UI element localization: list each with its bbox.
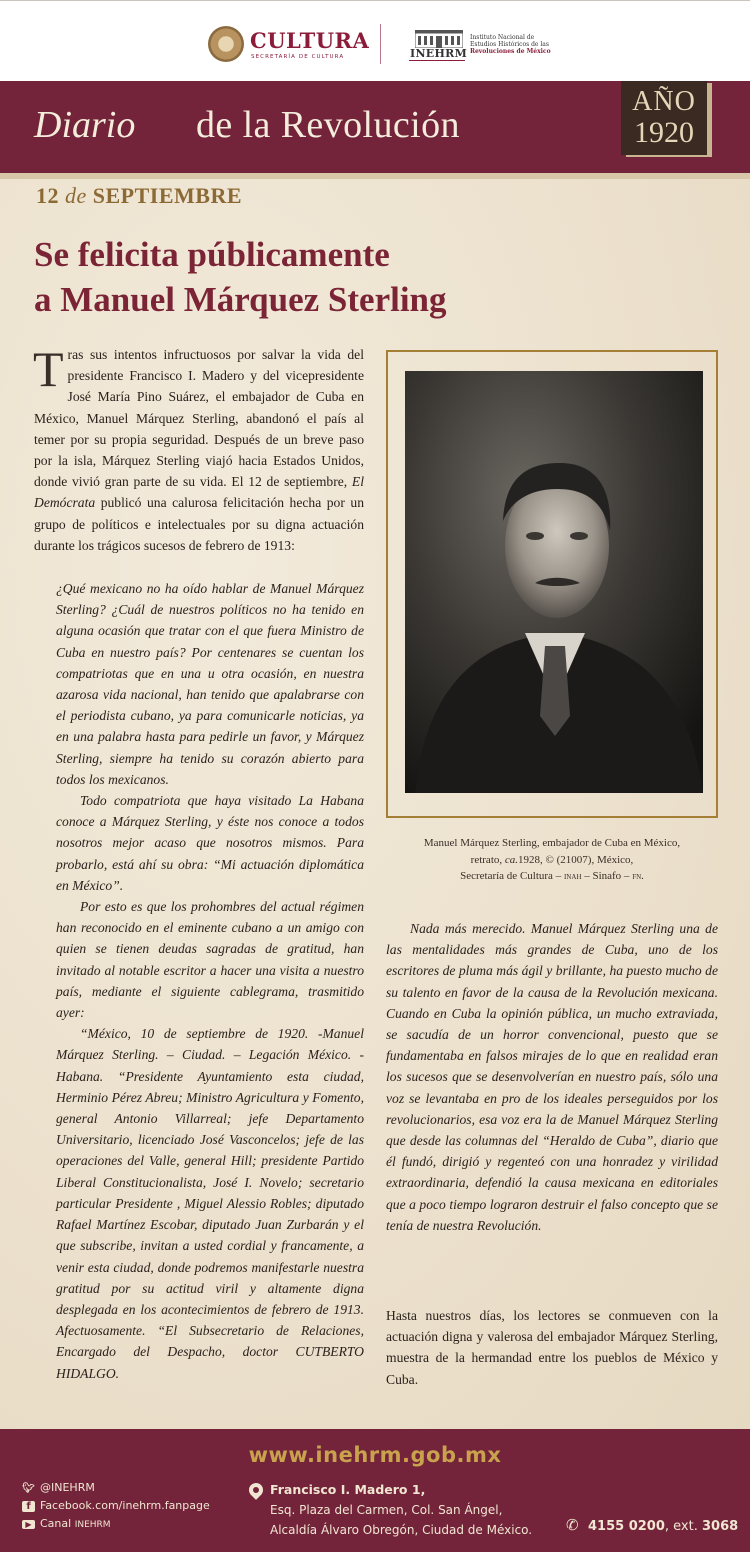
- caption-line-2b: 1928, © (21007), México,: [518, 853, 634, 866]
- inehrm-underline: [409, 60, 465, 61]
- twitter-handle: @INEHRM: [40, 1481, 95, 1494]
- youtube-channel: INEHRM: [74, 1520, 111, 1530]
- footer-youtube[interactable]: [22, 1517, 111, 1530]
- date-de: de: [65, 183, 87, 208]
- inehrm-line-3: Revoluciones de México: [470, 48, 551, 55]
- date-day: 12: [36, 183, 59, 208]
- quote-right: [386, 918, 718, 1236]
- header-title: de la Revolución: [196, 104, 460, 146]
- footer-phone[interactable]: [588, 1519, 738, 1534]
- photo-caption: [386, 835, 718, 886]
- quote-paragraph: Nada más merecido. Manuel Márquez Sterling una de las mentalidades más grandes de Cuba, uno de los escritores de pluma más ágil y brillante, ha puesto mucho de su talento en favor de la causa de la Revolución mexicana. Cuando en Cuba la opinión pública, un mucho extraviada, se sacudía de un horror convencional, puesto que se fundamentaba en falsos mirajes de lo que en realidad eran los sucesos que se desenvolverían en nuestro país, sólo una voz se levantaba en pro de los ideales perseguidos por los revolucionarios, esa voz era la de Manuel Márquez Sterling que desde las columnas del “Heraldo de Cuba”, diario que él fundó, dirigió y regenteó con una honradez y virilidad extraordinaria, defendió la causa mexicana en editoriales que a poco tiempo lograron destruir el falso concepto que se tenía de nuestra Revolución.: [386, 921, 718, 1233]
- quote-paragraph: “México, 10 de septiembre de 1920. -Manuel Márquez Sterling. – Ciudad. – Legación México. -Habana. “Presidente Ayuntamiento esta ciudad, Herminio Pérez Abreu; Ministro Agricultura y Fomento, general Antonio Villarreal; jefe Departamento Universitario, licenciado José Vasconcelos; jefe de las operaciones del Valle, general Hill; presidente Partido Liberal Constitucionalista, José I. Novelo; secretario particular Presidente , Miguel Alessio Robles; diputado Rafael Martínez Escobar, diputado Juan Zurbarán y el que subscribe, invitan a usted cordial y francamente, a venir esta ciudad, donde podremos manifestarle nuestra gratitud por su actitud viril y altamente digna desplegada en los acontecimientos de febrero de 1913. Afectuosamente. “El Subsecretario de Relaciones, Encargado del Despacho, doctor CUTBERTO HIDALGO.: [56, 1026, 364, 1381]
- intro-paragraph: [33, 341, 364, 556]
- caption-inah: inah: [563, 871, 582, 882]
- headline-line-2: a Manuel Márquez Sterling: [34, 280, 447, 319]
- youtube-label: Canal: [40, 1517, 72, 1530]
- logo-bar: [0, 0, 750, 81]
- logo-divider: [380, 24, 381, 64]
- quote-paragraph: ¿Qué mexicano no ha oído hablar de Manuel Márquez Sterling? ¿Cuál de nuestros políticos no ha tenido en alguna ocasión que tratar con el que fuera Ministro de Cuba en nuestro país? Por centenares se cuentan los compatriotas que en una u otra ocasión, en nuestra azarosa vida nacional, han tenido que apalabrarse con el periodista cubano, ya para comunicarle noticias, ya en una palabra hasta para pedirle un favor, y Márquez Sterling, siempre ha tenido su corazón abierto para todos los mexicanos.: [56, 581, 364, 787]
- caption-line-2a: retrato,: [470, 853, 503, 866]
- inehrm-line-2: Estudios Históricos de las: [470, 41, 549, 48]
- twitter-icon: 🐦︎: [22, 1483, 35, 1494]
- footer-facebook[interactable]: [22, 1499, 210, 1512]
- date-month: SEPTIEMBRE: [92, 183, 243, 208]
- caption-fn: fn: [632, 871, 642, 882]
- address-line-2: Esq. Plaza del Carmen, Col. San Ángel,: [270, 1503, 503, 1517]
- youtube-icon: ▶: [22, 1520, 35, 1529]
- drop-cap: T: [33, 341, 64, 397]
- address-line-3: Alcaldía Álvaro Obregón, Ciudad de México.: [270, 1523, 533, 1537]
- phone-ext-label: , ext.: [664, 1519, 698, 1534]
- address-line-1: Francisco I. Madero 1,: [270, 1482, 426, 1497]
- headline: [34, 232, 554, 322]
- caption-line-3b: – Sinafo –: [584, 870, 630, 882]
- year-value: 1920: [634, 116, 694, 149]
- phone-ext: 3068: [702, 1519, 739, 1534]
- cultura-emblem-icon: [208, 26, 244, 62]
- caption-line-3c: .: [641, 870, 644, 882]
- facebook-icon: f: [22, 1501, 35, 1512]
- entry-date: [36, 183, 242, 209]
- inehrm-building-icon: [415, 30, 463, 48]
- inehrm-logo-text: INEHRM: [410, 47, 468, 60]
- inehrm-line-1: Instituto Nacional de: [470, 34, 535, 41]
- footer-twitter[interactable]: [22, 1481, 95, 1494]
- year-badge: [621, 81, 707, 155]
- phone-icon: ✆: [566, 1516, 579, 1534]
- headline-line-1: Se felicita públicamente: [34, 235, 390, 274]
- quote-paragraph: Todo compatriota que haya visitado La Habana conoce a Márquez Sterling, y éste nos conoce a todos nosotros mejor acaso que nosotros mismos. Para probarlo, está ahí su obra: “Mi actuación diplomática en México”.: [56, 793, 364, 893]
- phone-number: 4155 0200: [588, 1519, 665, 1534]
- year-label: AÑO: [632, 86, 696, 117]
- caption-ca: ca.: [504, 853, 519, 866]
- cultura-logo-text: CULTURA: [250, 28, 370, 53]
- intro-text-a: ras sus intentos infructuosos por salvar la vida del presidente Francisco I. Madero y del vicepresidente José María Pino Suárez, el embajador de Cuba en México, Manuel Márquez Sterling, abandonó el país al temer por su propia seguridad. Después de un breve paso por la isla, Márquez Sterling viajó hacia Estados Unidos, donde vivió gran parte de su vida. El 12 de septiembre,: [34, 347, 364, 490]
- facebook-url: Facebook.com/inehrm.fanpage: [40, 1499, 210, 1512]
- quote-left: [56, 578, 364, 1384]
- caption-line-3a: Secretaría de Cultura –: [460, 870, 562, 882]
- footer-website-link[interactable]: www.inehrm.gob.mx: [248, 1443, 502, 1467]
- closing-paragraph: Hasta nuestros días, los lectores se conmueven con la actuación digna y valerosa del embajador Márquez Sterling, muestra de la hermandad entre los pueblos de México y Cuba.: [386, 1308, 718, 1387]
- newspaper-name: El Demócrata: [34, 474, 364, 511]
- portrait-photo: [405, 371, 703, 793]
- header-title-italic: Diario: [34, 104, 136, 146]
- cultura-logo-subtitle: SECRETARÍA DE CULTURA: [251, 54, 345, 60]
- inehrm-full-name: [470, 34, 560, 55]
- quote-paragraph: Por esto es que los prohombres del actual régimen han reconocido en el eminente cubano a un amigo con quien se tienen deudas sagradas de gratitud, han invitado al notable escritor a hacer una visita a nuestro país, mediante el siguiente cablegrama, trasmitido ayer:: [56, 899, 364, 1021]
- footer-address: [270, 1480, 532, 1540]
- intro-text-b: publicó una calurosa felicitación hecha por un grupo de políticos e intelectuales por su digna actuación durante los trágicos sucesos de febrero de 1913:: [34, 495, 364, 553]
- caption-line-1: Manuel Márquez Sterling, embajador de Cuba en México,: [423, 837, 681, 849]
